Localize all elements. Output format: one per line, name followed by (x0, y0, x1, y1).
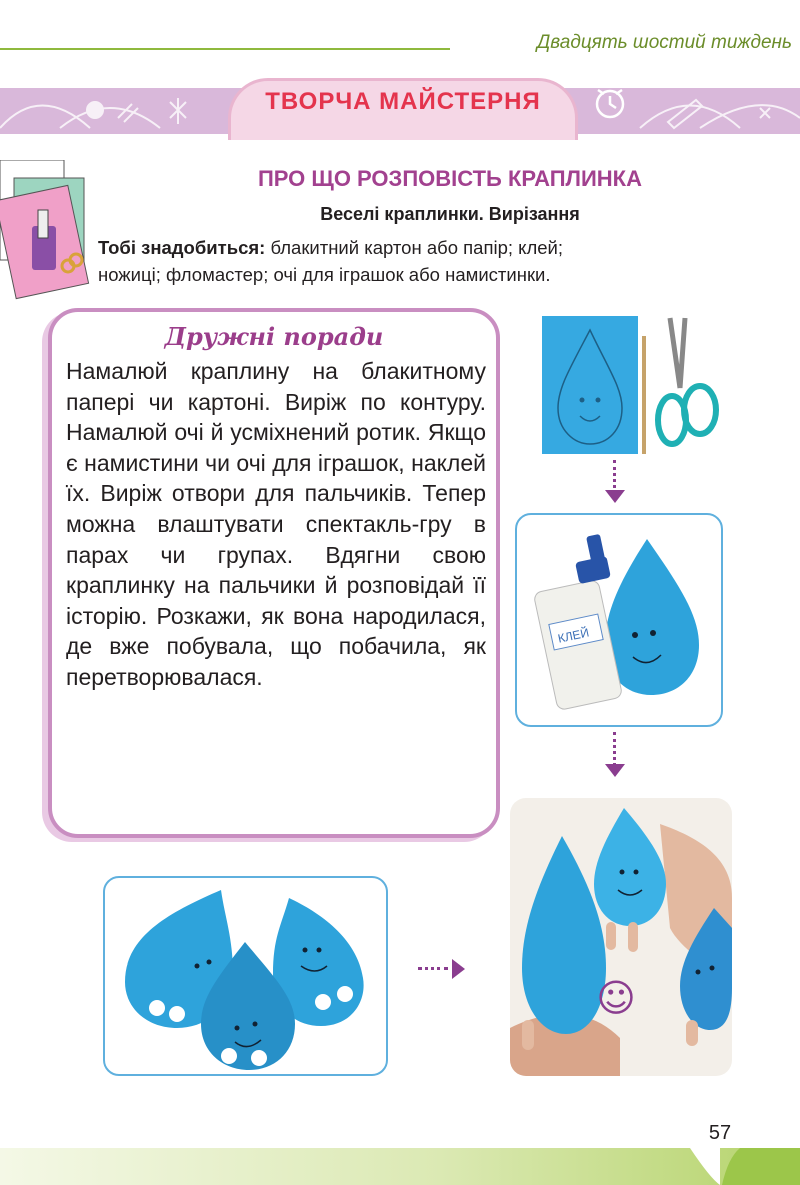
step-connector-dots-1 (613, 460, 617, 494)
alarm-clock-icon (590, 82, 630, 122)
glue-label: КЛЕЙ (556, 625, 591, 646)
materials-needed (98, 234, 798, 288)
banner-title: ТВОРЧА МАЙСТЕРНЯ (265, 88, 541, 115)
craft-tools-icon (0, 160, 95, 300)
arrow-right-icon (452, 959, 465, 979)
finger-puppets-image (510, 798, 732, 1076)
page-number: 57 (708, 1122, 732, 1144)
week-title: Двадцять шостий тиждень (536, 32, 792, 53)
lesson-heading: ПРО ЩО РОЗПОВІСТЬ КРАПЛИНКА (257, 166, 642, 191)
drawn-drop-image (530, 308, 730, 458)
materials-line-1: блакитний картон або папір; клей; (270, 237, 563, 258)
arrow-down-icon (605, 764, 625, 777)
photo-finger-puppets (510, 798, 732, 1076)
photo-paper-and-scissors (530, 308, 730, 458)
footer-band (0, 1148, 800, 1185)
materials-line-2: ножиці; фломастер; очі для іграшок або намистинки. (98, 264, 551, 285)
step-connector-dots-3 (418, 967, 448, 971)
glue-drop-image (517, 515, 721, 725)
tips-title: Дружні поради (164, 322, 384, 351)
arrow-down-icon (605, 490, 625, 503)
step-connector-dots-2 (613, 732, 617, 766)
photo-three-drops (103, 876, 388, 1076)
header-rule (0, 48, 450, 50)
smiley-icon: ☺ (596, 976, 636, 1020)
materials-label: Тобі знадобиться: (98, 237, 266, 258)
three-drops-image (105, 878, 386, 1074)
tips-body: Намалюй краплину на блакитному папері чи картоні. Виріж по контуру. Намалюй очі й усміхнений ротик. Якщо є намистини чи очі для іграшок, наклей їх. Виріж отвори для пальчиків. Тепер можна влаштувати спектакль-гру в парах чи групах. Вдягни свою краплинку на пальчики й розповідай її історію. Розкажи, як вона народилася, де вже побувала, що побачила, як перетворювалася. (66, 358, 486, 690)
footer-curve (0, 1148, 800, 1185)
lesson-subheading: Веселі краплинки. Вирізання (320, 204, 580, 224)
photo-glue-and-drop (515, 513, 723, 727)
